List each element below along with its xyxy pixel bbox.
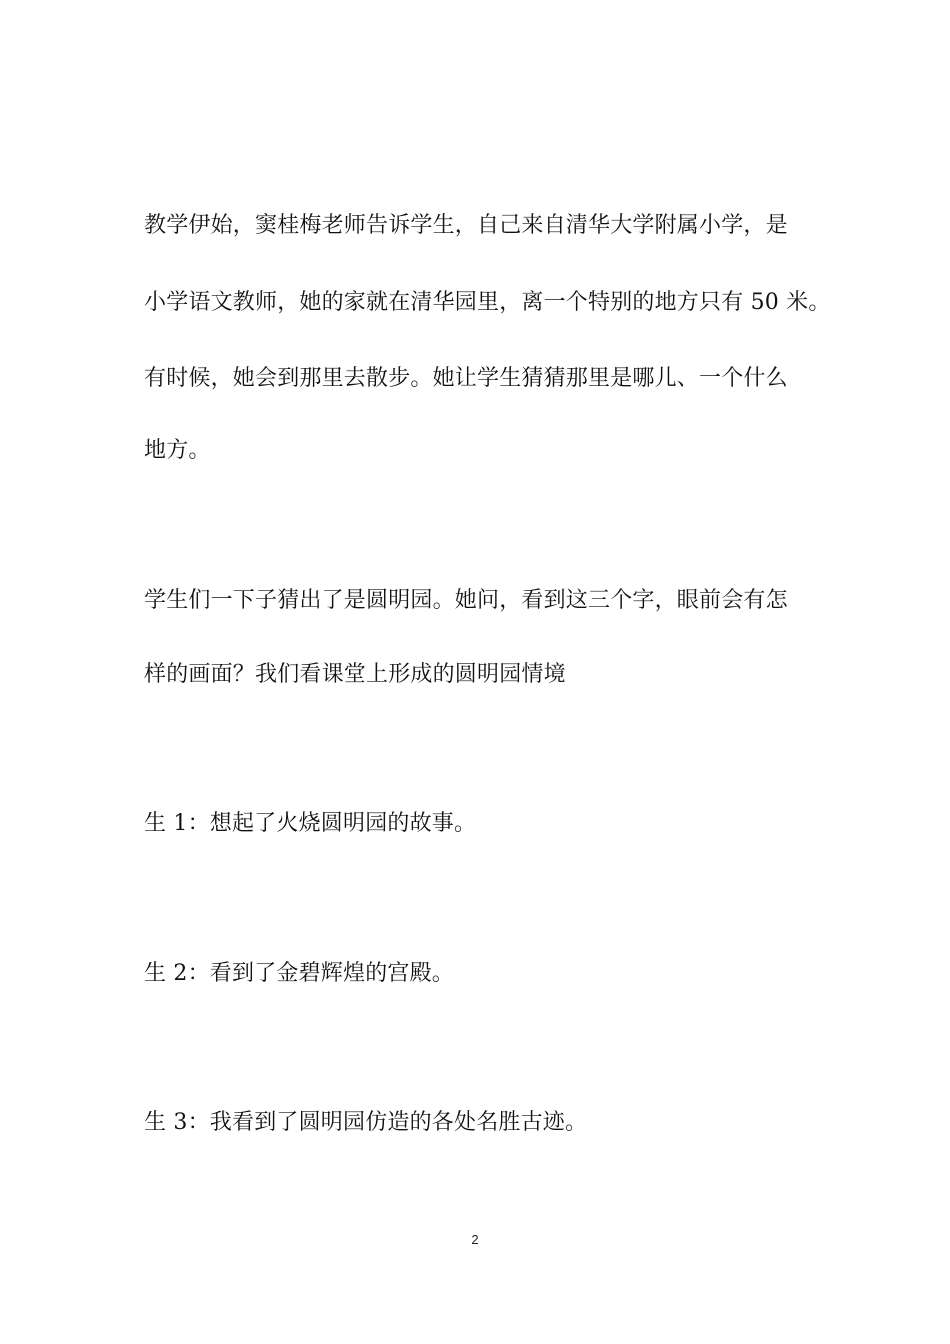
paragraph-2-line-1: 学生们一下子猜出了是圆明园。她问，看到这三个字，眼前会有怎: [144, 588, 788, 613]
student-3-response: 生 3：我看到了圆明园仿造的各处名胜古迹。: [144, 1110, 588, 1135]
student-2-response: 生 2：看到了金碧辉煌的宫殿。: [144, 961, 454, 986]
paragraph-1-line-2: 小学语文教师，她的家就在清华园里，离一个特别的地方只有 50 米。: [144, 290, 831, 315]
paragraph-1-line-4: 地方。: [144, 438, 211, 463]
student-1-response: 生 1：想起了火烧圆明园的故事。: [144, 811, 477, 836]
page-number: 2: [471, 1232, 479, 1247]
paragraph-1-line-3: 有时候，她会到那里去散步。她让学生猜猜那里是哪儿、一个什么: [144, 366, 788, 391]
paragraph-1-line-1: 教学伊始，窦桂梅老师告诉学生，自己来自清华大学附属小学，是: [144, 213, 788, 238]
paragraph-2-line-2: 样的画面？我们看课堂上形成的圆明园情境: [144, 662, 566, 687]
